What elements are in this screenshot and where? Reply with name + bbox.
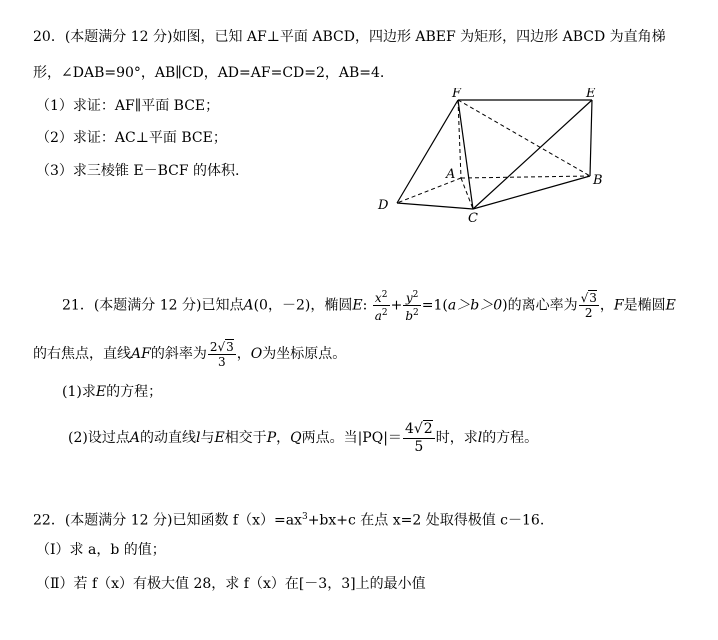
q20-part1: （1）求证：AF∥平面 BCE； — [36, 98, 220, 114]
label-C: C — [468, 211, 478, 223]
q21-pre: 21．(本题满分 12 分)已知点 — [62, 297, 244, 314]
q21-focus-text: 是椭圆 — [623, 297, 666, 314]
q21-ellipse-E: E — [352, 297, 363, 314]
q21-eq: =1( — [421, 297, 448, 314]
edge-AB — [461, 176, 590, 178]
q21-colon: : — [362, 297, 368, 314]
q21-frac-y2b2: $\frac{y^2}{b^2}$ — [405, 290, 419, 323]
q21-O: O — [250, 346, 263, 362]
q21-origin-text: 为坐标原点。 — [262, 346, 347, 362]
edge-FB — [458, 100, 590, 176]
q20-geometry-figure — [370, 88, 630, 223]
q22-line1: 22．(本题满分 12 分)已知函数 $f(x)=ax^3+bx+c$ 在点 x=2 处取得极值 c－16. — [33, 512, 545, 529]
q21-part2: (2)设过点A的动直线l与E相交于P，Q两点。当|PQ|＝ $\frac{4√2}{5}$ 时，求l的方程。 — [68, 420, 539, 455]
edge-EB — [590, 100, 592, 176]
q21-frac-ecc: $\frac{√3}{2}$ — [580, 291, 597, 320]
q21-comma2: ， — [236, 346, 251, 362]
label-B: B — [593, 173, 603, 188]
q21-frac-slope: $\frac{2√3}{3}$ — [209, 339, 234, 369]
q21-frac-pq: $\frac{4√2}{5}$ — [404, 420, 433, 455]
q21-cond: a＞b＞0 — [447, 297, 503, 314]
q22-part1: （Ⅰ）求 a，b 的值； — [36, 542, 166, 558]
q21-comma: ， — [599, 297, 614, 314]
q21-slope-text: 的斜率为 — [150, 346, 207, 362]
q22-part2: （Ⅱ）若 f（x）有极大值 28，求 f（x）在[－3，3]上的最小值 — [36, 576, 426, 592]
q21-plus: + — [390, 297, 403, 314]
q20-part3: （3）求三棱锥 E－BCF 的体积. — [36, 163, 240, 179]
label-F: F — [452, 88, 462, 101]
q21-point-A: A — [243, 297, 254, 314]
q21-AF: AF — [131, 346, 151, 362]
label-A: A — [446, 167, 456, 182]
edge-DC — [397, 203, 473, 209]
q21-E2: E — [665, 297, 676, 314]
edge-FD — [397, 100, 458, 203]
q21-line2a: 的右焦点，直线 — [33, 346, 131, 362]
q20-part2: （2）求证：AC⊥平面 BCE； — [36, 130, 227, 146]
q20-line2: 形，∠DAB=90°，AB∥CD，AD=AF=CD=2，AB=4. — [33, 65, 385, 81]
label-E: E — [586, 88, 596, 101]
q21-line1 — [62, 288, 676, 323]
q20-line1: 20．(本题满分 12 分)如图，已知 AF⊥平面 ABCD，四边形 ABEF 为矩形，四边形 ABCD 为直角梯 — [33, 29, 666, 45]
q21-part1: (1)求E的方程； — [62, 384, 163, 400]
q21-point-coords: (0，－2)，椭圆 — [253, 297, 353, 314]
edge-FC — [458, 100, 473, 209]
q21-line2 — [33, 337, 346, 371]
q21-frac-x2a2: $\frac{x^2}{a^2}$ — [374, 290, 388, 323]
label-D: D — [378, 198, 389, 213]
q21-ecc-text: )的离心率为 — [502, 297, 578, 314]
q21-F: F — [613, 297, 624, 314]
